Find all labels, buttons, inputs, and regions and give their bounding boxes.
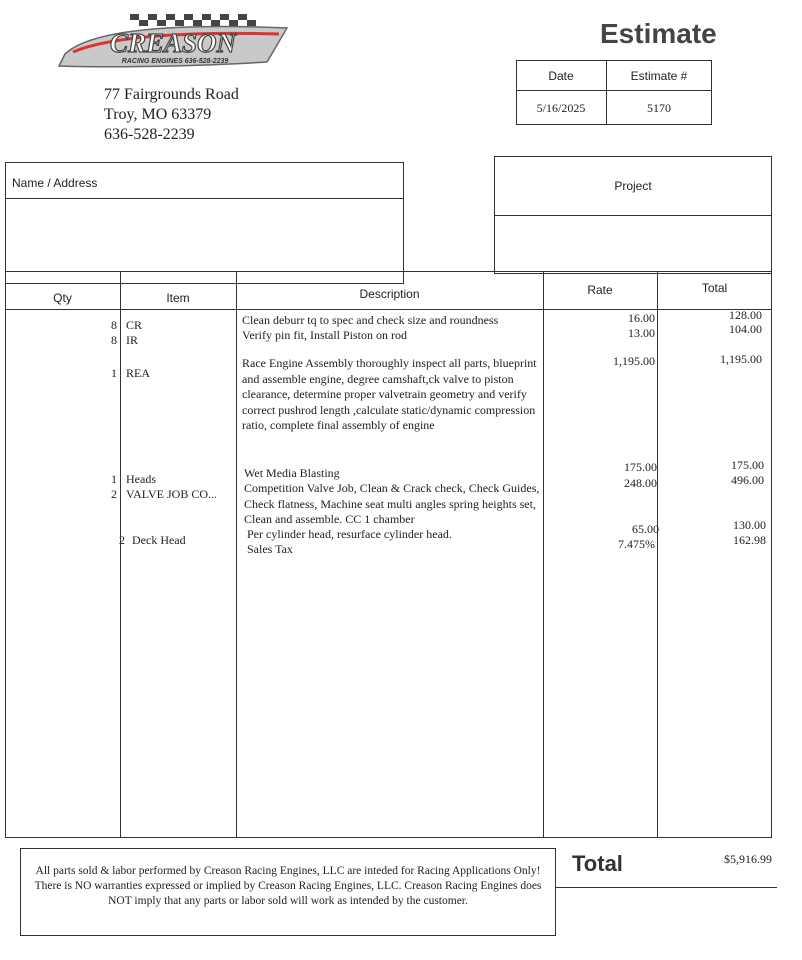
row-total: 1,195.00	[720, 352, 762, 366]
address-phone: 636-528-2239	[104, 126, 195, 143]
row-rate: 65.00	[632, 522, 659, 536]
row-qty: 2	[111, 487, 117, 501]
row-rate: 248.00	[624, 476, 657, 490]
company-logo	[55, 10, 290, 72]
qty-header: Qty	[53, 291, 72, 305]
row-qty: 1	[111, 472, 117, 486]
row-rate: 16.00	[628, 311, 655, 325]
row-description: Sales Tax	[247, 542, 293, 556]
row-qty: 1	[111, 366, 117, 380]
document-title: Estimate	[600, 18, 717, 49]
row-item: VALVE JOB CO...	[126, 487, 218, 501]
project-label: Project	[614, 179, 652, 193]
row-item: REA	[126, 366, 150, 380]
row-rate: 7.475%	[618, 537, 655, 551]
row-description: Wet Media Blasting	[244, 466, 340, 480]
row-item: Deck Head	[132, 533, 186, 547]
row-description: Verify pin fit, Install Piston on rod	[242, 328, 407, 342]
row-total: 104.00	[729, 322, 762, 336]
row-total: 128.00	[729, 308, 762, 322]
estimate-number-label: Estimate #	[630, 69, 688, 83]
row-rate: 13.00	[628, 326, 655, 340]
row-total: 130.00	[733, 518, 766, 532]
total-header: Total	[701, 281, 728, 295]
row-rate: 175.00	[624, 460, 657, 474]
total-label: Total	[572, 851, 623, 876]
row-rate: 1,195.00	[613, 354, 655, 368]
estimate-number-value: 5170	[647, 101, 671, 115]
logo-graphic	[55, 10, 290, 72]
company-address	[104, 85, 239, 145]
svg-text:CREASON: CREASON	[109, 28, 237, 58]
date-value: 5/16/2025	[536, 101, 586, 115]
row-qty: 8	[111, 318, 117, 332]
row-total: 175.00	[731, 458, 764, 472]
row-total: 496.00	[731, 473, 764, 487]
row-total: 162.98	[733, 533, 766, 547]
row-description: Competition Valve Job, Clean & Crack check, Check Guides, Check flatness, Machine seat multi angles spring heights set, Clean and assemble. CC 1 chamber	[244, 481, 540, 526]
row-item: CR	[126, 318, 143, 332]
row-qty: 8	[111, 333, 117, 347]
disclaimer-text: All parts sold & labor performed by Creason Racing Engines, LLC are inteded for Racing Applications Only! There is NO warranties expressed or implied by Creason Racing Engines, LLC. Creason Racing Engines does NOT imply that any parts or labor sold will work as intended by the customer.	[34, 865, 542, 907]
row-description: Race Engine Assembly thoroughly inspect all parts, blueprint and assemble engine, degree camshaft,ck valve to piston clearance, determine proper valvetrain geometry and verify correct pushrod length ,calculate static/dynamic compression ratio, complete final assembly of engine	[242, 356, 537, 432]
name-address-label: Name / Address	[12, 176, 98, 190]
rate-header: Rate	[587, 283, 613, 297]
date-label: Date	[548, 69, 574, 83]
row-qty: 2	[119, 533, 125, 547]
svg-text:RACING ENGINES 636-528-2239: RACING ENGINES 636-528-2239	[121, 58, 229, 65]
address-city: Troy, MO 63379	[104, 106, 212, 123]
item-header: Item	[166, 291, 190, 305]
description-header: Description	[359, 287, 420, 301]
row-description: Clean deburr tq to spec and check size and roundness	[242, 313, 499, 327]
row-item: Heads	[126, 472, 156, 486]
address-street: 77 Fairgrounds Road	[104, 86, 239, 103]
row-item: IR	[126, 333, 138, 347]
row-description: Per cylinder head, resurface cylinder head.	[247, 527, 452, 541]
total-value: $5,916.99	[724, 852, 772, 866]
